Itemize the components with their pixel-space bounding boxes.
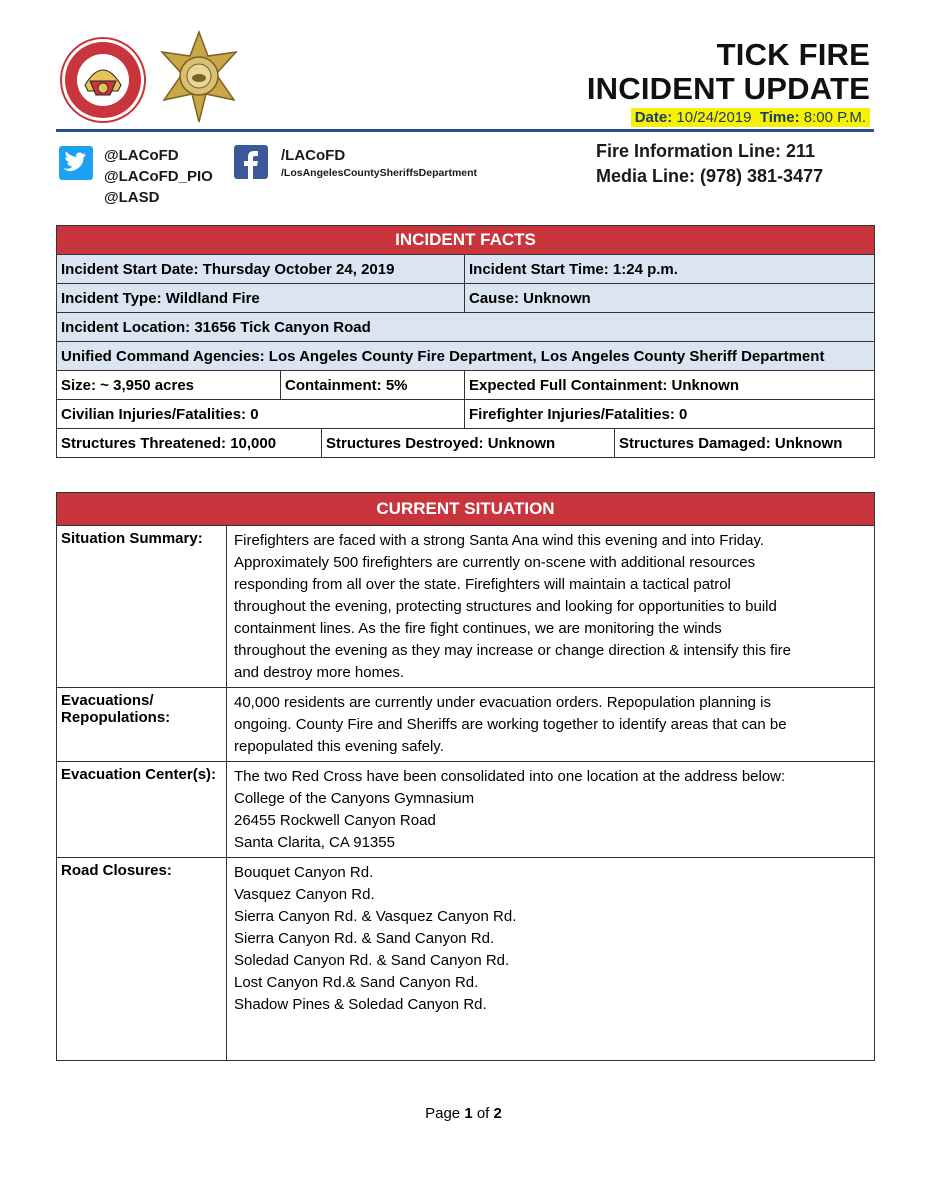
summary-line: and destroy more homes. — [234, 664, 405, 681]
containment: Containment: 5% — [281, 371, 465, 400]
time-value: 8:00 P.M. — [803, 109, 866, 126]
evacuations-text — [227, 688, 875, 762]
title-block — [587, 38, 870, 127]
time-label: Time: — [759, 109, 800, 126]
twitter-handle-lacofd-pio[interactable]: @LACoFD_PIO — [104, 168, 213, 185]
road-line: Lost Canyon Rd.& Sand Canyon Rd. — [234, 974, 479, 991]
summary-line: Firefighters are faced with a strong Santa Ana wind this evening and into Friday. — [234, 532, 765, 549]
facebook-sheriff[interactable]: /LosAngelesCountySheriffsDepartment — [281, 167, 478, 179]
twitter-icon — [59, 146, 93, 180]
unified-command-agencies: Unified Command Agencies: Los Angeles County Fire Department, Los Angeles County Sheriff Department — [57, 342, 875, 371]
fire-info-line: Fire Information Line: 211 — [596, 141, 816, 161]
center-line: 26455 Rockwell Canyon Road — [234, 812, 436, 829]
page-current: 1 — [464, 1105, 473, 1122]
road-line: Shadow Pines & Soledad Canyon Rd. — [234, 996, 487, 1013]
situation-summary-label: Situation Summary: — [57, 526, 227, 688]
structures-threatened: Structures Threatened: 10,000 — [57, 429, 322, 458]
firefighter-injuries: Firefighter Injuries/Fatalities: 0 — [465, 400, 875, 429]
header-divider — [56, 129, 874, 132]
incident-facts-heading: INCIDENT FACTS — [57, 226, 875, 255]
center-line: Santa Clarita, CA 91355 — [234, 834, 395, 851]
incident-start-date: Incident Start Date: Thursday October 24, 2019 — [57, 255, 465, 284]
incident-facts-table — [56, 225, 875, 458]
evac-line: 40,000 residents are currently under evacuation orders. Repopulation planning is — [234, 694, 772, 711]
civilian-injuries: Civilian Injuries/Fatalities: 0 — [57, 400, 465, 429]
road-closures-label: Road Closures: — [57, 858, 227, 1061]
situation-summary-text — [227, 526, 875, 688]
evacuations-label-line1: Evacuations/ — [61, 692, 154, 709]
road-line: Vasquez Canyon Rd. — [234, 886, 375, 903]
page-total: 2 — [493, 1105, 502, 1122]
facebook-icon — [234, 145, 268, 179]
center-line: The two Red Cross have been consolidated into one location at the address below: — [234, 768, 786, 785]
page-prefix: Page — [425, 1105, 461, 1122]
evacuation-center-label: Evacuation Center(s): — [57, 762, 227, 858]
road-line: Bouquet Canyon Rd. — [234, 864, 374, 881]
road-line: Sierra Canyon Rd. & Sand Canyon Rd. — [234, 930, 495, 947]
incident-location: Incident Location: 31656 Tick Canyon Road — [57, 313, 875, 342]
document-subtitle: INCIDENT UPDATE — [586, 71, 870, 106]
evacuations-label — [57, 688, 227, 762]
sheriff-star-logo — [158, 30, 240, 124]
facebook-lacofd[interactable]: /LACoFD — [281, 147, 346, 164]
twitter-handle-lasd[interactable]: @LASD — [104, 189, 160, 206]
incident-start-time: Incident Start Time: 1:24 p.m. — [465, 255, 875, 284]
summary-line: responding from all over the state. Firefighters will maintain a tactical patrol — [234, 576, 731, 593]
expected-containment: Expected Full Containment: Unknown — [465, 371, 875, 400]
twitter-handles — [104, 145, 213, 208]
evac-line: ongoing. County Fire and Sheriffs are working together to identify areas that can be — [234, 716, 787, 733]
structures-destroyed: Structures Destroyed: Unknown — [322, 429, 615, 458]
date-value: 10/24/2019 — [676, 109, 752, 126]
fire-size: Size: ~ 3,950 acres — [57, 371, 281, 400]
twitter-handle-lacofd[interactable]: @LACoFD — [104, 147, 179, 164]
summary-line: throughout the evening, protecting structures and looking for opportunities to build — [234, 598, 777, 615]
page-of: of — [476, 1105, 490, 1122]
incident-cause: Cause: Unknown — [465, 284, 875, 313]
evacuations-label-line2: Repopulations: — [61, 709, 171, 726]
road-line: Soledad Canyon Rd. & Sand Canyon Rd. — [234, 952, 510, 969]
summary-line: Approximately 500 firefighters are currently on-scene with additional resources — [234, 554, 756, 571]
facebook-pages — [281, 145, 477, 180]
current-situation-heading: CURRENT SITUATION — [57, 493, 875, 526]
road-line: Sierra Canyon Rd. & Vasquez Canyon Rd. — [234, 908, 517, 925]
document-title: TICK FIRE — [716, 37, 870, 72]
evac-line: repopulated this evening safely. — [234, 738, 444, 755]
center-line: College of the Canyons Gymnasium — [234, 790, 475, 807]
contact-lines — [596, 139, 823, 189]
fire-department-logo — [60, 37, 146, 123]
road-closures-text — [227, 858, 875, 1061]
evacuation-center-text — [227, 762, 875, 858]
page-number — [0, 1105, 927, 1122]
media-line: Media Line: (978) 381-3477 — [596, 166, 824, 186]
summary-line: containment lines. As the fire fight continues, we are monitoring the winds — [234, 620, 722, 637]
current-situation-table — [56, 492, 875, 1061]
summary-line: throughout the evening as they may increase or change direction & intensify this fire — [234, 642, 791, 659]
incident-type: Incident Type: Wildland Fire — [57, 284, 465, 313]
structures-damaged: Structures Damaged: Unknown — [615, 429, 875, 458]
date-time-banner — [631, 108, 870, 127]
date-label: Date: — [634, 109, 673, 126]
